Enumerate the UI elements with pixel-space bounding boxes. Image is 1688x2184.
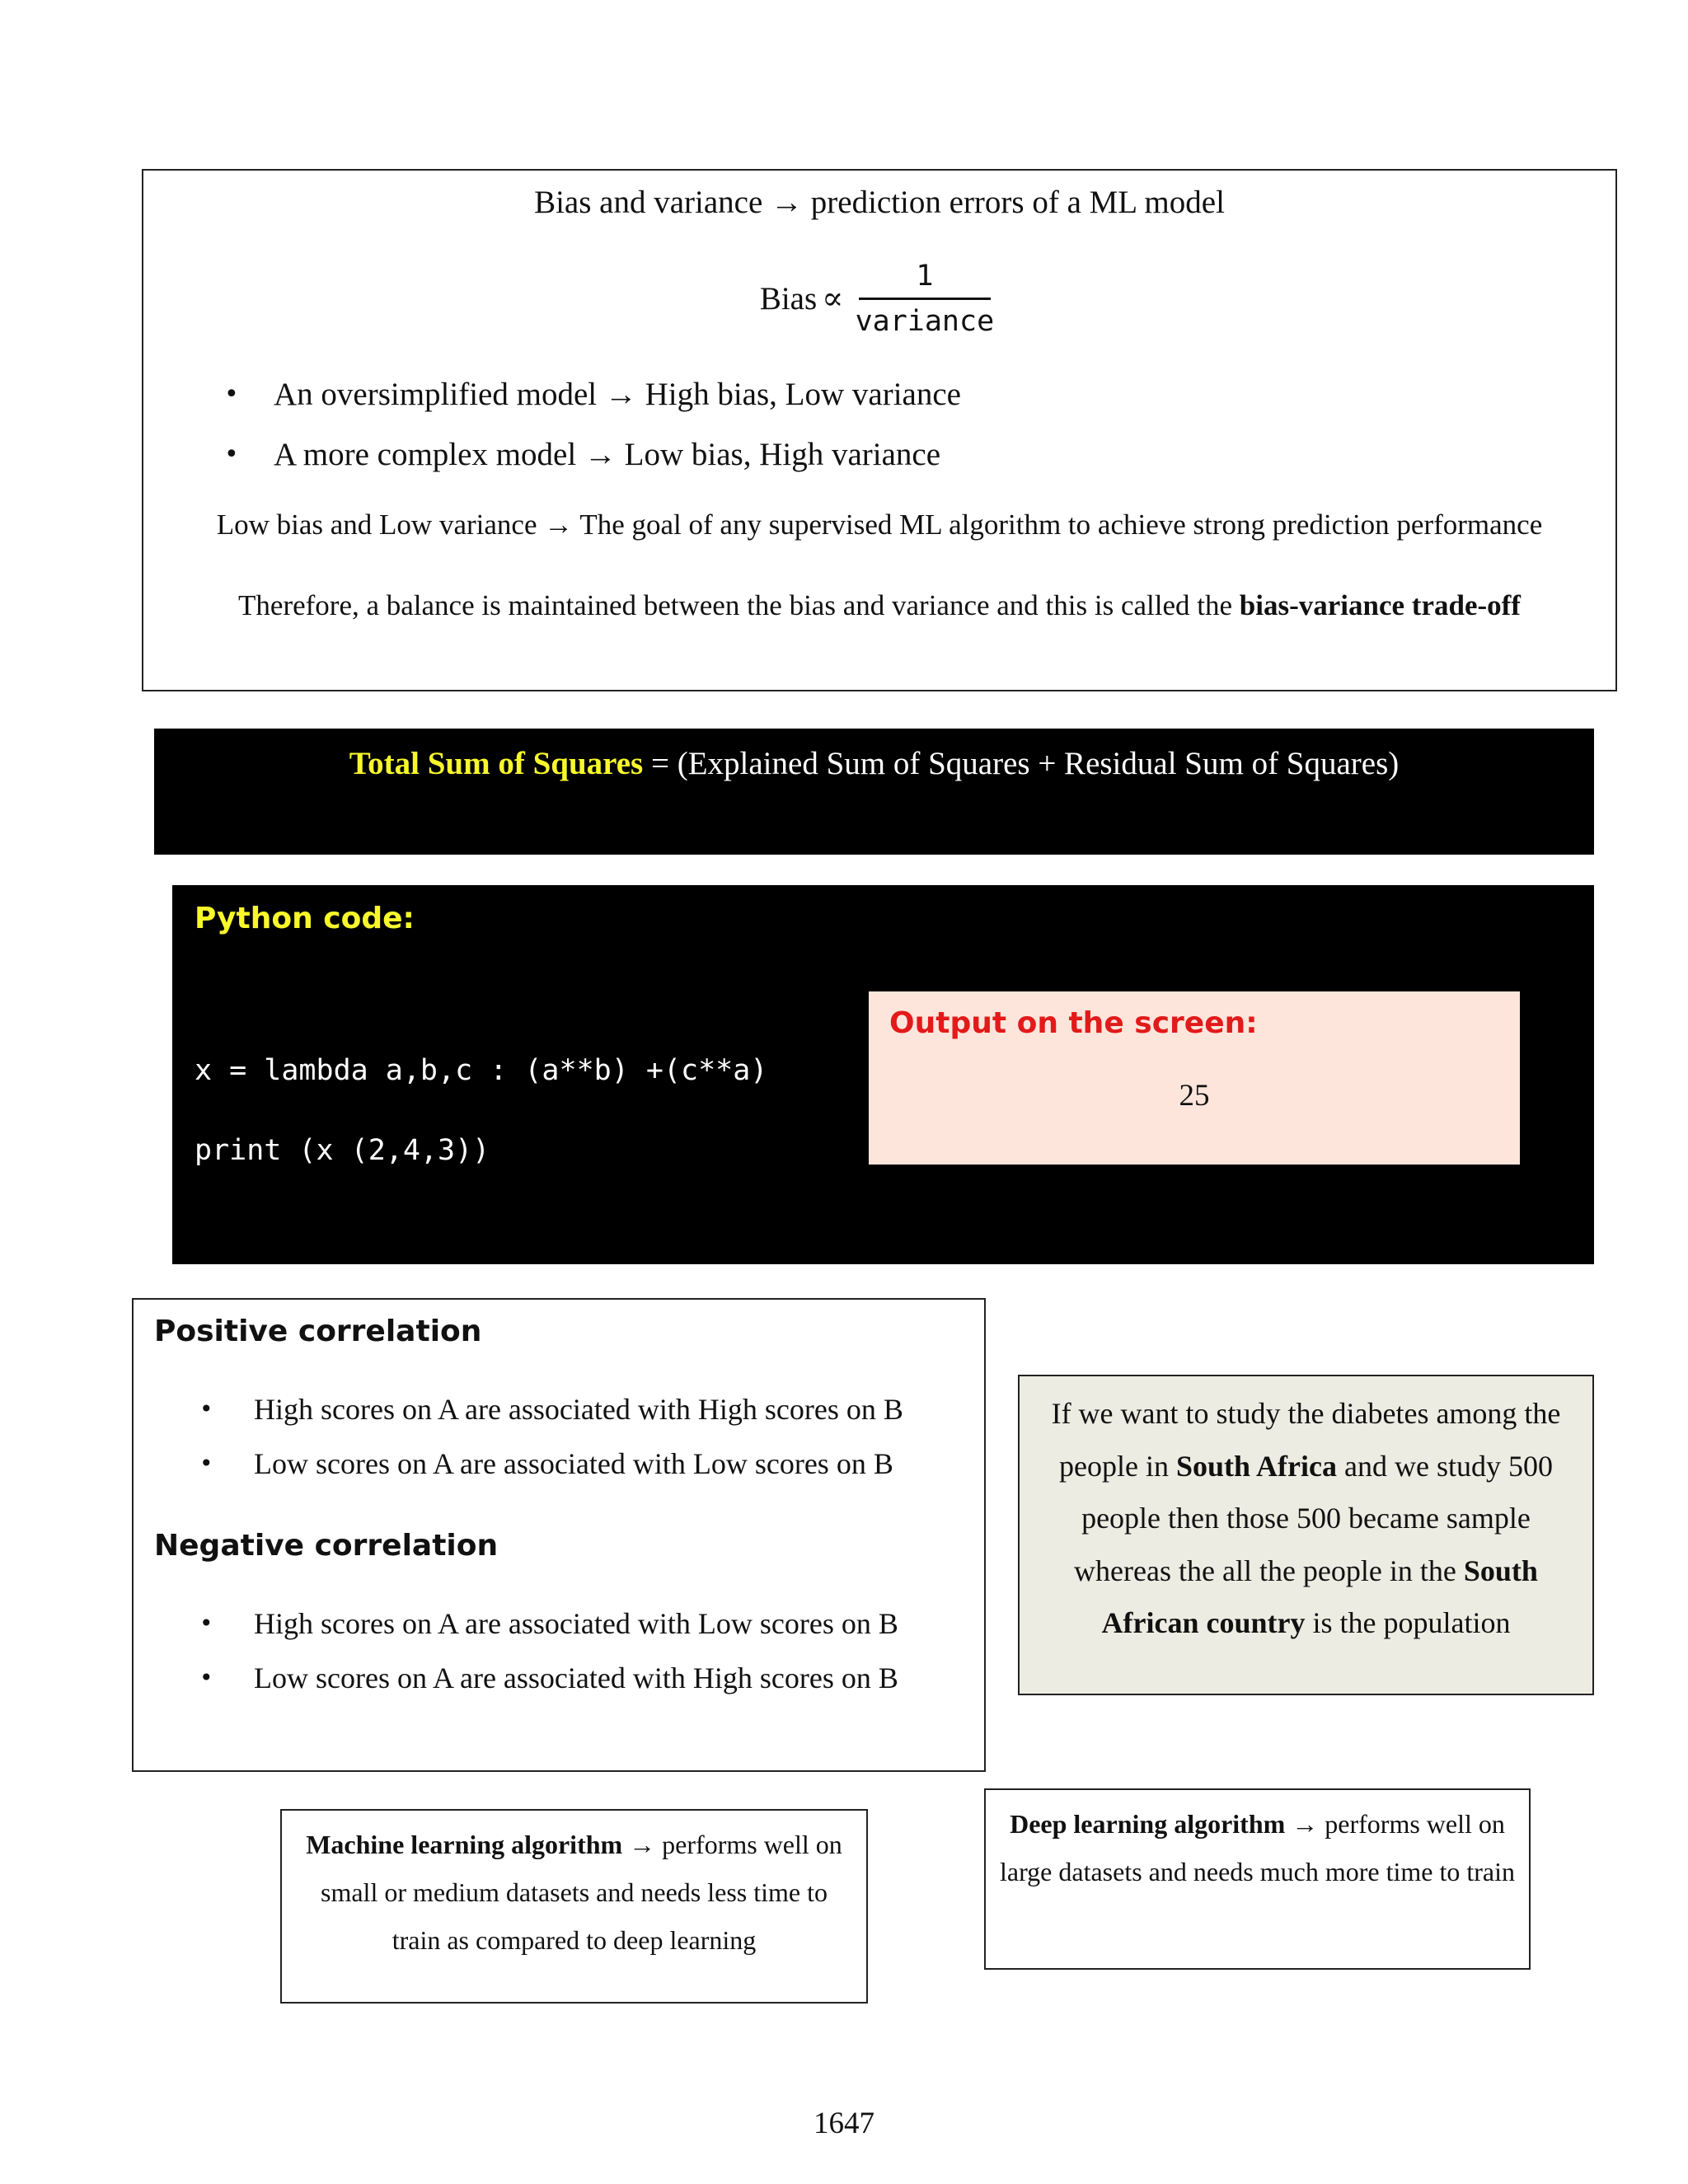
machine-learning-text [293, 1821, 855, 1964]
list-item: • Low scores on A are associated with High scores on B [199, 1651, 898, 1705]
text-run: → performs well on small or medium datasets and needs less time to train as compared to deep learning [321, 1830, 842, 1955]
formula-lhs: Bias [759, 280, 818, 316]
tradeoff-term: bias-variance trade-off [1239, 589, 1521, 621]
goal-statement: Low bias and Low variance → The goal of any supervised ML algorithm to achieve strong prediction performance [216, 509, 1543, 541]
list-item: • A more complex model → Low bias, High variance [218, 424, 961, 485]
bias-variance-box [142, 169, 1617, 691]
output-panel [869, 991, 1520, 1165]
machine-learning-box [280, 1809, 868, 2004]
text-run: and we study 500 people then those 500 became sample whereas the all the people in the [1074, 1449, 1553, 1587]
list-item: • High scores on A are associated with High scores on B [199, 1382, 903, 1436]
output-label: Output on the screen: [889, 1006, 1258, 1040]
deep-learning-text [997, 1800, 1517, 1896]
code-line: print (x (2,4,3)) [195, 1134, 490, 1167]
positive-correlation-list [199, 1382, 903, 1491]
code-line: x = lambda a,b,c : (a**b) +(c**a) [195, 1054, 768, 1087]
tradeoff-statement [143, 589, 1615, 622]
output-value: 25 [1179, 1079, 1210, 1113]
formula-fraction [851, 260, 1000, 338]
negative-correlation-list [199, 1596, 898, 1705]
python-code-box [172, 885, 1594, 1264]
formula-numerator: 1 [916, 259, 934, 293]
sum-of-squares-box [154, 729, 1594, 855]
python-code-label: Python code: [195, 902, 415, 935]
model-bullet-list [218, 364, 961, 485]
formula-denominator: variance [855, 304, 995, 338]
deep-learning-box [984, 1788, 1531, 1970]
tradeoff-text: Therefore, a balance is maintained between the bias and variance and this is called the [238, 589, 1240, 621]
correlation-box [132, 1298, 986, 1772]
sample-population-box [1018, 1375, 1594, 1695]
list-item: • An oversimplified model → High bias, Low variance [218, 364, 961, 424]
text-run: If we want to study the diabetes among the people in [1051, 1397, 1561, 1483]
total-sum-of-squares-label: Total Sum of Squares [349, 746, 644, 781]
sum-of-squares-equation [154, 745, 1594, 782]
sum-of-squares-rest: = (Explained Sum of Squares + Residual Sum of Squares) [643, 746, 1400, 781]
negative-correlation-heading: Negative correlation [154, 1529, 499, 1563]
text-run: → performs well on large datasets and needs much more time to train [1000, 1809, 1515, 1886]
sample-population-text [1036, 1388, 1576, 1650]
positive-correlation-heading: Positive correlation [154, 1315, 482, 1348]
list-item: • High scores on A are associated with Low scores on B [199, 1596, 898, 1651]
text-run: is the population [1305, 1606, 1511, 1639]
list-item: • Low scores on A are associated with Low scores on B [199, 1436, 903, 1491]
bold-run: South Africa [1175, 1449, 1337, 1483]
bold-run: South African country [1101, 1554, 1538, 1639]
bold-run: Machine learning algorithm [306, 1830, 623, 1859]
bias-formula [143, 253, 1615, 344]
bold-run: Deep learning algorithm [1010, 1809, 1286, 1839]
page-number: 1647 [814, 2107, 874, 2140]
bias-variance-title: Bias and variance → prediction errors of a ML model [534, 185, 1225, 220]
proportional-symbol: ∝ [822, 280, 844, 316]
